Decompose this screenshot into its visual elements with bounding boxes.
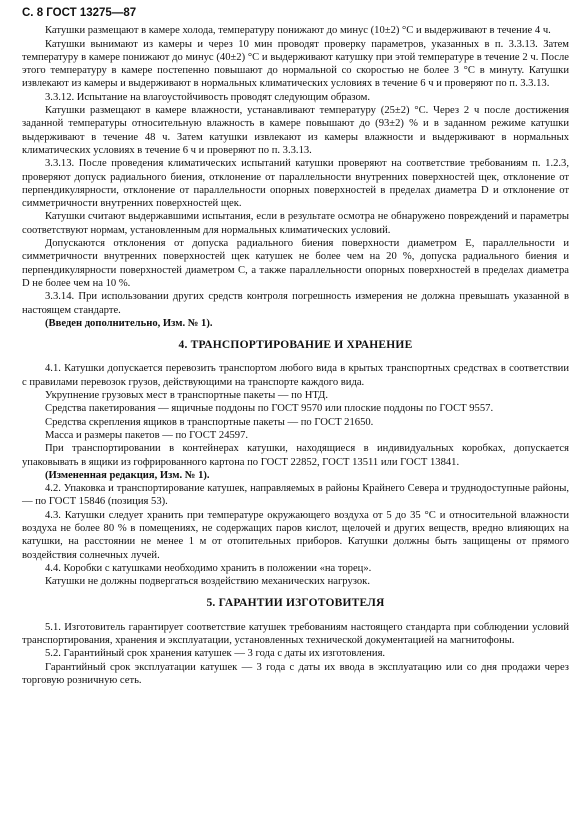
paragraph: Катушки считают выдержавшими испытания, если в результате осмотра не обнаружено повреждений и параметры соответствуют нормам, установленным для нормальных климатических условий. bbox=[22, 211, 569, 236]
amendment-note: (Введен дополнительно, Изм. № 1). bbox=[45, 317, 213, 329]
paragraph: 5.1. Изготовитель гарантирует соответствие катушек требованиям настоящего стандарта при соблюдении условий транспортирования, хранения и эксплуатации, установленных технической документацией на магнитофоны. bbox=[22, 621, 569, 647]
paragraph: Гарантийный срок эксплуатации катушек — 3 года с даты их ввода в эксплуатацию или со дня продажи через торговую розничную сеть. bbox=[22, 661, 569, 686]
paragraph: 4.4. Коробки с катушками необходимо хранить в положении «на торец». bbox=[45, 562, 372, 574]
paragraph: Катушки не должны подвергаться воздействию механических нагрузок. bbox=[45, 576, 370, 588]
paragraph: Катушки размещают в камере холода, температуру понижают до минус (10±2) °С и выдерживают в течение 4 ч. bbox=[45, 25, 551, 37]
paragraph: Масса и размеры пакетов — по ГОСТ 24597. bbox=[45, 429, 249, 441]
paragraph: Средства пакетирования — ящичные поддоны по ГОСТ 9570 или плоские поддоны по ГОСТ 9557. bbox=[45, 403, 494, 415]
paragraph: При транспортировании в контейнерах катушки, находящиеся в индивидуальных коробках, допускается упаковывать в ящики из гофрированного картона по ГОСТ 22852, ГОСТ 13511 или ГОСТ 13841. bbox=[22, 443, 569, 468]
section-4-body bbox=[22, 362, 569, 588]
paragraph: 4.1. Катушки допускается перевозить транспортом любого вида в крытых транспортных средствах в соответствии с правилами перевозок грузов, действующими на транспорте каждого вида. bbox=[22, 363, 569, 388]
paragraph: 3.3.14. При использовании других средств контроля погрешность измерения не должна превышать указанной в настоящем стандарте. bbox=[22, 291, 569, 316]
amendment-note: (Измененная редакция, Изм. № 1). bbox=[45, 469, 210, 481]
paragraph: 3.3.13. После проведения климатических испытаний катушки проверяют на соответствие требованиям п. 1.2.3, проверяют допуск радиального биения, отклонение от параллельности внутренних поверхностей щек, отклонение от перпендикулярности, отклонение от параллельности опорных поверхностей в пределах диаметра D и отклонение от симметричности внутренних поверхностей щек. bbox=[22, 158, 569, 210]
paragraph: 3.3.12. Испытание на влагоустойчивость проводят следующим образом. bbox=[45, 91, 370, 103]
paragraph: Катушки вынимают из камеры и через 10 мин проводят проверку параметров, указанных в п. 3.3.13. Затем температуру в камере понижают до минус (40±2) °С и выдерживают катушку при этой температуре в течение 2 ч. После этого температуру в камере постепенно повышают до нормальной со скоростью не более 3 °С в минуту. Катушки извлекают из камеры и выдерживают в нормальных климатических условиях в течение 6 ч и проверяют по п. 3.3.13. bbox=[22, 38, 569, 90]
intro-block bbox=[22, 24, 569, 330]
paragraph: Катушки размещают в камере влажности, устанавливают температуру (25±2) °С. Через 2 ч после достижения заданной температуры относительную влажность в камере повышают до (93±2) % и в заданном режиме катушки выдерживают в течение 48 ч. Затем катушки извлекают из камеры влажности и выдерживают в нормальных климатических условиях в течение 6 ч и проверяют по п. 3.3.13. bbox=[22, 105, 569, 156]
paragraph: 5.2. Гарантийный срок хранения катушек — 3 года с даты их изготовления. bbox=[45, 648, 386, 660]
page-header: С. 8 ГОСТ 13275—87 bbox=[22, 7, 137, 19]
section-5-title: 5. ГАРАНТИИ ИЗГОТОВИТЕЛЯ bbox=[206, 597, 385, 610]
paragraph: Средства скрепления ящиков в транспортные пакеты — по ГОСТ 21650. bbox=[45, 416, 374, 428]
section-5-body bbox=[22, 621, 569, 687]
paragraph: Допускаются отклонения от допуска радиального биения поверхности диаметром E, параллельности и симметричности внутренних поверхностей щек катушек не более чем на 20 %, допуска радиального биения и перпендикулярности поверхностей диаметром C, а также параллельности опорных поверхностей в пределах диаметра D не более чем на 10 %. bbox=[22, 238, 569, 289]
paragraph: Укрупнение грузовых мест в транспортные пакеты — по НТД. bbox=[45, 390, 329, 402]
section-4-title: 4. ТРАНСПОРТИРОВАНИЕ И ХРАНЕНИЕ bbox=[178, 339, 413, 352]
paragraph: 4.2. Упаковка и транспортирование катушек, направляемых в районы Крайнего Севера и труднодоступные районы, — по ГОСТ 15846 (позиция 53). bbox=[22, 483, 569, 508]
paragraph: 4.3. Катушки следует хранить при температуре окружающего воздуха от 5 до 35 °С и относительной влажности воздуха не более 80 % в помещениях, не содержащих паров кислот, щелочей и других веществ, вредно влияющих на катушки, на расстоянии не менее 1 м от отопительных приборов. Катушки должны быть защищены от прямого воздействия солнечных лучей. bbox=[22, 509, 569, 561]
